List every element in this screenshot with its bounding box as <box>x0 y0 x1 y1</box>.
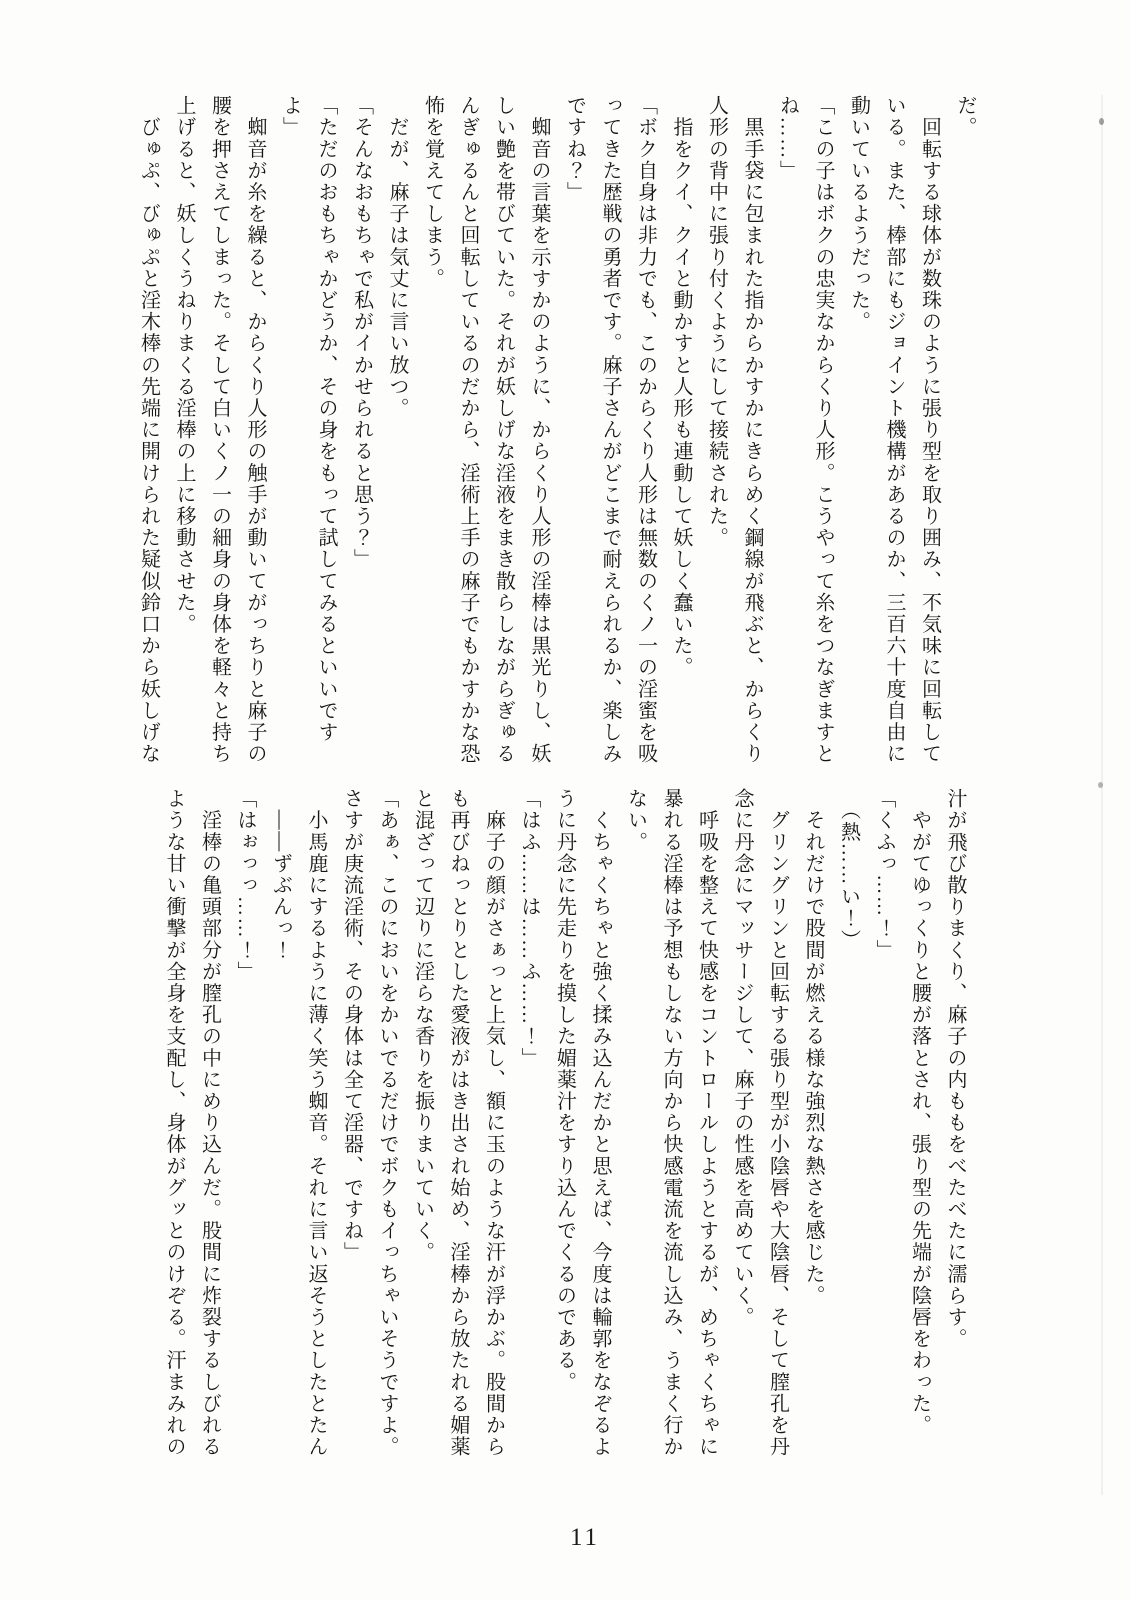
paragraph: 汁が飛び散りまくり、麻子の内ももをべたべたに濡らす。 <box>944 788 966 1350</box>
paragraph: 「ただのおもちゃかどうか、その身をもって試してみるといいですよ」 <box>279 95 337 743</box>
paragraph: それだけで股間が燃える様な強烈な熱さを感じた。 <box>802 788 824 1307</box>
paragraph: やがてゆっくりと腰が落とされ、張り型の先端が陰唇をわった。 <box>908 788 931 1436</box>
paragraph: だ。 <box>954 95 976 139</box>
paragraph: 黒手袋に包まれた指からかすかにきらめく鋼線が飛ぶと、からくり人形の背中に張り付くようにして接続された。 <box>705 95 763 765</box>
paragraph: 「この子はボクの忠実なからくり人形。こうやって糸をつなぎますとね……」 <box>776 95 834 765</box>
paragraph: 「はぉっっ……！」 <box>234 788 256 983</box>
scan-artifact-streak <box>1101 95 1103 1495</box>
paragraph: 呼吸を整えて快感をコントロールしようとするが、めちゃくちゃに暴れる淫棒は予想もしない方向から快感電流を流し込み、うまく行かない。 <box>624 788 718 1458</box>
paragraph: 「くふっ……！」 <box>873 788 895 961</box>
paragraph: グリングリンと回転する張り型が小陰唇や大陰唇、そして膣孔を丹念に丹念にマッサージして、麻子の性感を高めていく。 <box>731 788 789 1458</box>
scan-artifact-speck <box>1098 782 1103 788</box>
page-number: 11 <box>569 1524 601 1551</box>
paragraph: 「ボク自身は非力でも、このからくり人形は無数のくノ一の淫蜜を吸ってきた歴戦の勇者です。麻子さんがどこまで耐えられるか、楽しみですね？」 <box>563 95 657 765</box>
paragraph: 麻子の顔がさぁっと上気し、額に玉のような汗が浮かぶ。股間からも再びねっとりとした愛液がはき出され始め、淫棒から放たれる媚薬と混ざって辺りに淫らな香りを振りまいていく。 <box>411 788 505 1458</box>
paragraph: 回転する球体が数珠のように張り型を取り囲み、不気味に回転している。また、棒部にもジョイント機構があるのか、三百六十度自由に動いているようだった。 <box>847 95 941 765</box>
top-text-block <box>130 95 982 773</box>
paragraph: びゅぷ、びゅぷと淫木棒の先端に開けられた疑似鈴口から妖しげな <box>137 95 160 765</box>
paragraph: 蜘音の言葉を示すかのように、からくり人形の淫棒は黒光りし、妖しい艶を帯びていた。それが妖しげな淫液をまき散らしながらぎゅるんぎゅるんと回転しているのだから、淫術上手の麻子でもかすかな恐怖を覚えてしまう。 <box>421 95 550 765</box>
paragraph: 「はふ……は……ふ……！」 <box>518 788 540 1069</box>
paragraph: くちゃくちゃと強く揉み込んだかと思えば、今度は輪郭をなぞるように丹念に先走りを摸した媚薬汁をすり込んでくるのである。 <box>553 788 611 1458</box>
paragraph: 淫棒の亀頭部分が膣孔の中にめり込んだ。股間に炸裂するしびれるような甘い衝撃が全身を支配し、身体がグッとのけぞる。汗まみれの <box>163 788 221 1458</box>
bottom-text-block <box>156 788 973 1466</box>
paragraph: 「あぁ、このにおいをかいでるだけでボクもイっちゃいそうですよ。さすが庚流淫術、その身体は全て淫器、ですね」 <box>340 788 398 1458</box>
paragraph: ――ずぶんっ！ <box>269 788 292 961</box>
paragraph: だが、麻子は気丈に言い放つ。 <box>386 95 408 419</box>
paragraph: （熱……い！） <box>837 788 860 951</box>
scan-artifact-speck <box>1099 118 1104 125</box>
paragraph: 指をクイ、クイと動かすと人形も連動して妖しく蠢いた。 <box>670 95 692 679</box>
paragraph: 蜘音が糸を繰ると、からくり人形の触手が動いてがっちりと麻子の腰を押さえてしまった。そして白いくノ一の細身の身体を軽々と持ち上げると、妖しくうねりまくる淫棒の上に移動させた。 <box>173 95 266 765</box>
paragraph: 「そんなおもちゃで私がイかせられると思う？」 <box>350 95 373 571</box>
paragraph: 小馬鹿にするように薄く笑う蜘音。それに言い返そうとしたとたん <box>305 788 327 1458</box>
